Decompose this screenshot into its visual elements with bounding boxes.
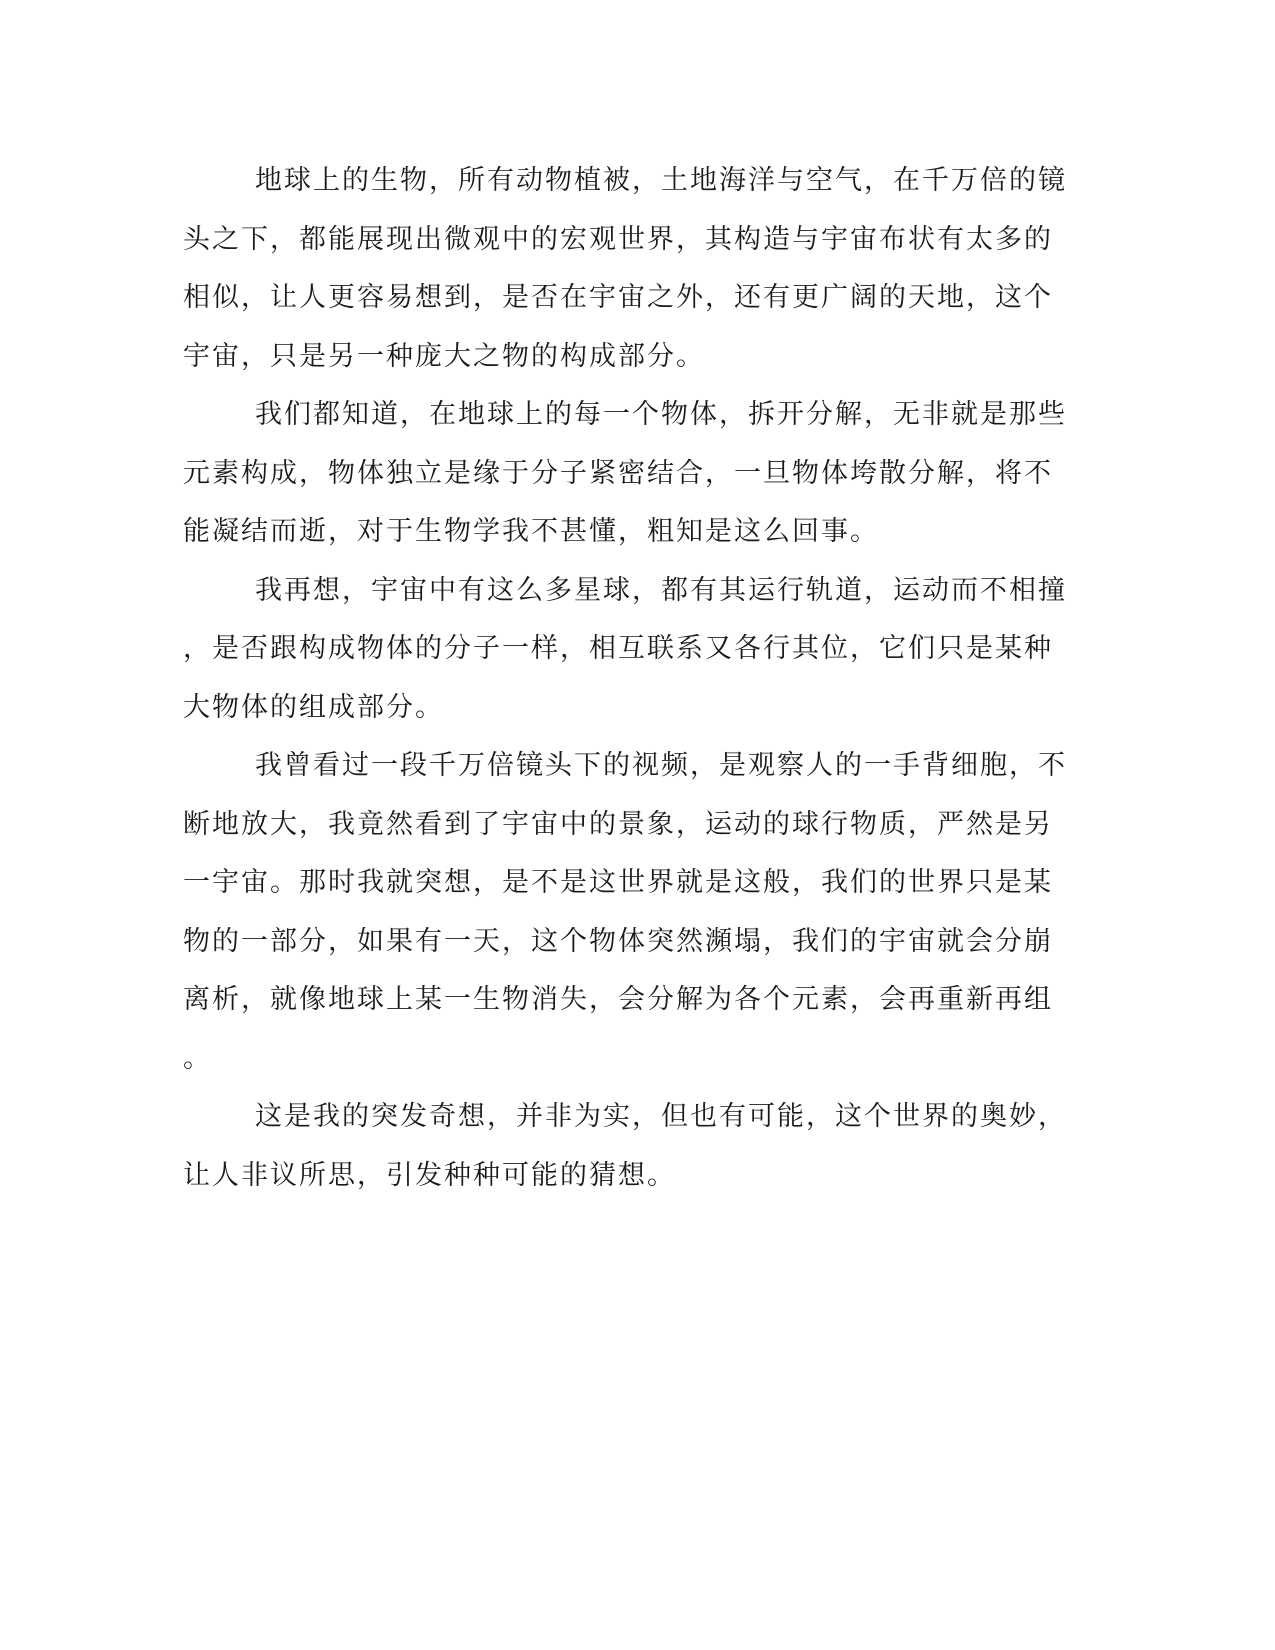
text-line: ，是否跟构成物体的分子一样，相互联系又各行其位，它们只是某种 — [183, 633, 1053, 664]
text-line: 我们都知道，在地球上的每一个物体，拆开分解，无非就是那些 — [255, 399, 1067, 430]
text-line: 让人非议所思，引发种种可能的猜想。 — [183, 1159, 676, 1191]
paragraph-5 — [183, 1088, 1067, 1205]
paragraph-1 — [183, 152, 1067, 386]
text-line: 我再想，宇宙中有这么多星球，都有其运行轨道，运动而不相撞 — [255, 574, 1067, 606]
text-line: 能凝结而逝，对于生物学我不甚懂，粗知是这么回事。 — [183, 516, 879, 547]
text-line: 地球上的生物，所有动物植被，土地海洋与空气，在千万倍的镜 — [255, 165, 1067, 196]
text-line: 宇宙，只是另一种庞大之物的构成部分。 — [183, 340, 705, 372]
text-line: 头之下，都能展现出微观中的宏观世界，其构造与宇宙布状有太多的 — [183, 223, 1053, 255]
text-line: 物的一部分，如果有一天，这个物体突然瀕塌，我们的宇宙就会分崩 — [183, 925, 1053, 957]
text-line: 离析，就像地球上某一生物消失，会分解为各个元素，会再重新再组 — [183, 984, 1053, 1015]
document-body — [183, 152, 1067, 1205]
text-line: 元素构成，物体独立是缘于分子紧密结合，一旦物体垮散分解，将不 — [183, 457, 1053, 489]
text-line: 。 — [183, 1042, 212, 1074]
text-line: 相似，让人更容易想到，是否在宇宙之外，还有更广阔的天地，这个 — [183, 282, 1053, 313]
paragraph-3 — [183, 562, 1067, 738]
text-line: 一宇宙。那时我就突想，是不是这世界就是这般，我们的世界只是某 — [183, 867, 1053, 898]
paragraph-2 — [183, 386, 1067, 562]
text-line: 大物体的组成部分。 — [183, 691, 444, 723]
text-line: 这是我的突发奇想，并非为实，但也有可能，这个世界的奥妙， — [255, 1101, 1067, 1132]
paragraph-4 — [183, 737, 1067, 1088]
text-line: 我曾看过一段千万倍镜头下的视频，是观察人的一手背细胞，不 — [255, 750, 1067, 781]
text-line: 断地放大，我竟然看到了宇宙中的景象，运动的球行物质，严然是另 — [183, 808, 1053, 840]
